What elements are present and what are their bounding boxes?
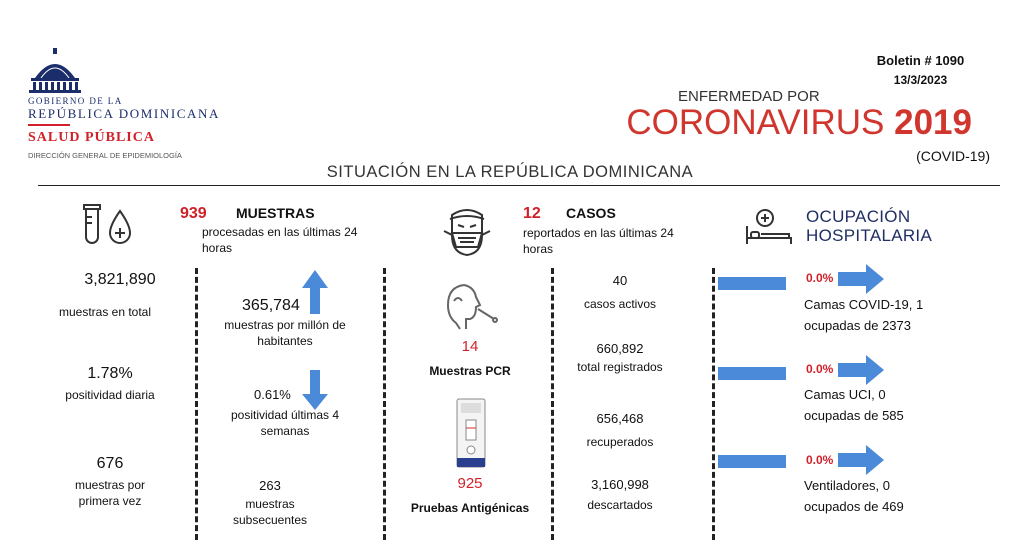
direccion-label: DIRECCIÓN GENERAL DE EPIDEMIOLOGÍA <box>28 151 182 160</box>
nasal-swab-icon <box>440 283 498 331</box>
casos-title: CASOS <box>566 205 616 221</box>
boletin-number: Boletin # 1090 <box>876 53 965 68</box>
millon-label: muestras por millón de habitantes <box>224 318 346 348</box>
vent-text <box>804 475 904 517</box>
covid-label: (COVID-19) <box>916 148 990 164</box>
hospital-bed-icon <box>745 208 793 246</box>
vent-line2: ocupados de 469 <box>804 499 904 514</box>
dome-logo-icon <box>27 48 83 94</box>
recuperados-label: recuperados <box>586 435 654 449</box>
recuperados-value: 656,468 <box>596 411 644 426</box>
muestras-subtitle: procesadas en las últimas 24 horas <box>202 225 358 255</box>
primera-vez-value: 676 <box>96 455 124 472</box>
vent-bar <box>718 455 786 468</box>
muestras-total-label: muestras en total <box>58 305 152 319</box>
descartados-value: 3,160,998 <box>591 477 649 492</box>
muestras-count: 939 <box>180 205 207 222</box>
uci-line2: ocupadas de 585 <box>804 408 904 423</box>
uci-bar <box>718 367 786 380</box>
arrow-down-icon <box>302 370 328 410</box>
gov-line2: REPÚBLICA DOMINICANA <box>28 106 220 121</box>
covid-text <box>804 294 923 336</box>
registrados-value: 660,892 <box>596 341 644 356</box>
salud-publica-label: SALUD PÚBLICA <box>28 130 155 145</box>
divider-2 <box>383 268 386 540</box>
semanas-label: positividad últimas 4 semanas <box>230 408 340 438</box>
uci-text <box>804 384 904 426</box>
muestras-title: MUESTRAS <box>236 205 315 221</box>
muestras-total-value: 3,821,890 <box>84 271 156 288</box>
descartados-label: descartados <box>587 498 653 512</box>
subsecuentes-label: muestras subsecuentes <box>232 497 308 527</box>
divider-3 <box>551 268 554 540</box>
uci-arrow-icon <box>838 355 884 385</box>
pcr-value: 14 <box>461 338 479 355</box>
vent-pct: 0.0% <box>806 453 834 467</box>
gov-line1: GOBIERNO DE LA <box>28 96 123 106</box>
casos-count: 12 <box>523 205 541 222</box>
masked-face-icon <box>438 205 496 257</box>
ocupacion-title-line2: HOSPITALARIA <box>806 226 933 245</box>
pcr-label: Muestras PCR <box>429 364 511 378</box>
activos-label: casos activos <box>583 297 657 311</box>
covid-arrow-icon <box>838 264 884 294</box>
ocupacion-title-line1: OCUPACIÓN <box>806 207 911 226</box>
divider-4 <box>712 268 715 540</box>
subsecuentes-value: 263 <box>259 478 281 493</box>
semanas-value: 0.61% <box>254 387 291 402</box>
test-tube-drop-icon <box>80 203 138 247</box>
uci-pct: 0.0% <box>806 362 834 376</box>
arrow-up-icon <box>302 270 328 314</box>
ocupacion-title <box>806 207 932 245</box>
covid-bar <box>718 277 786 290</box>
coronavirus-title <box>560 103 972 143</box>
covid-pct: 0.0% <box>806 271 834 285</box>
uci-line1: Camas UCI, 0 <box>804 387 886 402</box>
positividad-label: positividad diaria <box>65 388 155 402</box>
primera-vez-label: muestras por primera vez <box>74 478 146 508</box>
antigen-test-icon <box>455 398 487 468</box>
header-divider <box>38 185 1000 186</box>
vent-line1: Ventiladores, 0 <box>804 478 891 493</box>
situacion-title: SITUACIÓN EN LA REPÚBLICA DOMINICANA <box>326 163 694 181</box>
divider-1 <box>195 268 198 540</box>
enfermedad-label: ENFERMEDAD POR <box>678 88 820 105</box>
registrados-label: total registrados <box>577 360 663 374</box>
positividad-value: 1.78% <box>87 365 133 382</box>
covid-line1: Camas COVID-19, 1 <box>804 297 924 312</box>
antigenicas-value: 925 <box>457 475 483 492</box>
vent-arrow-icon <box>838 445 884 475</box>
casos-subtitle: reportados en las últimas 24 horas <box>523 226 674 256</box>
antigenicas-label: Pruebas Antigénicas <box>410 501 530 515</box>
coronavirus-word: CORONAVIRUS <box>626 103 885 142</box>
activos-value: 40 <box>612 273 628 288</box>
bulletin-date: 13/3/2023 <box>893 73 948 87</box>
covid-line2: ocupadas de 2373 <box>804 318 911 333</box>
coronavirus-year: 2019 <box>894 103 972 142</box>
millon-value: 365,784 <box>242 297 300 314</box>
logo-divider <box>28 124 70 126</box>
